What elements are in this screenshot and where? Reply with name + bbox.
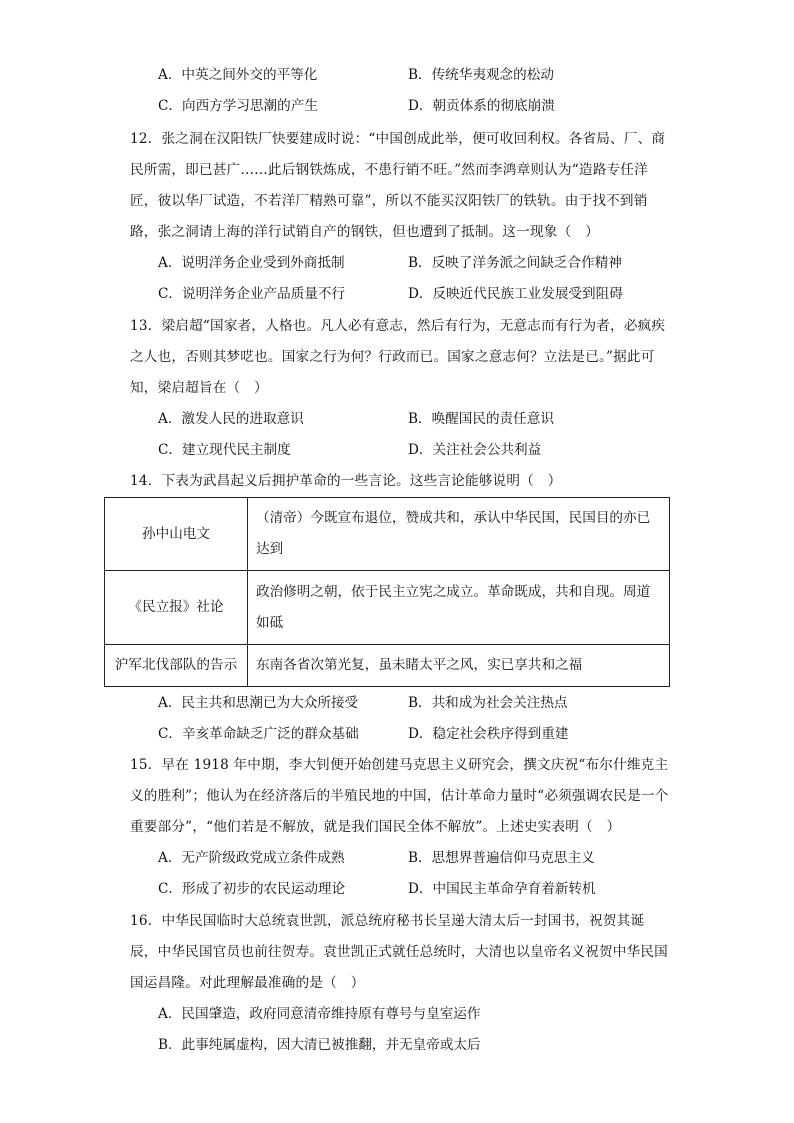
options-row — [130, 435, 670, 466]
option-a: A．无产阶级政党成立条件成熟 — [158, 850, 345, 866]
question-stem: 15．早在 1918 年中期，李大钊便开始创建马克思主义研究会，撰文庆祝“布尔什维克主义的胜利”；他认为在经济落后的半殖民地的中国，估计革命力量时“必须强调农民是一个重要部分”，“他们若是不解放，就是我们国民全体不解放”。上述史实表明（ ） — [130, 757, 669, 835]
options-row — [130, 248, 670, 279]
option-a: A．民主共和思潮已为大众所接受 — [158, 695, 359, 711]
option-b: B．反映了洋务派之间缺乏合作精神 — [408, 255, 622, 271]
question-stem: 12．张之洞在汉阳铁厂快要建成时说：“中国创成此举，便可收回利权。各省局、厂、商民所需，即已甚广……此后钢铁炼成，不患行销不旺。”然而李鸿章则认为“造路专任洋匠，彼以华厂试造，不若洋厂精熟可靠”，所以不能买汉阳铁厂的铁轨。由于找不到销路，张之洞请上海的洋行试销自产的钢铁，但也遭到了抵制。这一现象（ ） — [130, 131, 666, 240]
option-a: A．中英之间外交的平等化 — [158, 67, 318, 83]
option-b: B．思想界普遍信仰马克思主义 — [408, 850, 595, 866]
question-14-options — [130, 688, 670, 750]
option-c: C．向西方学习思潮的产生 — [158, 98, 318, 114]
table-row — [105, 571, 670, 645]
table-cell-source: 沪军北伐部队的告示 — [105, 645, 248, 687]
option-a: A．说明洋务企业受到外商抵制 — [158, 255, 345, 271]
table-cell-source: 孙中山电文 — [105, 498, 248, 571]
question-14 — [130, 466, 670, 497]
table-row — [105, 498, 670, 571]
option-d: D．稳定社会秩序得到重建 — [408, 726, 569, 742]
option-c: C．说明洋务企业产品质量不行 — [158, 286, 346, 302]
option-c: C．建立现代民主制度 — [158, 442, 291, 458]
option-d: D．关注社会公共利益 — [408, 442, 542, 458]
option-d: D．反映近代民族工业发展受到阻碍 — [408, 286, 623, 302]
table-cell-text: 政治修明之朝，依于民主立宪之成立。革命既成，共和自现。周道如砥 — [248, 571, 670, 645]
table-cell-text: （清帝）今既宣布退位，赞成共和，承认中华民国，民国目的亦已达到 — [248, 498, 670, 571]
question-15 — [130, 750, 670, 905]
table-cell-source: 《民立报》社论 — [105, 571, 248, 645]
option-b: B．传统华夷观念的松动 — [408, 67, 554, 83]
question-16 — [130, 906, 670, 1061]
question-12 — [130, 124, 670, 310]
options-row — [130, 279, 670, 310]
option-d: D．朝贡体系的彻底崩溃 — [408, 98, 555, 114]
options-row — [130, 874, 670, 905]
question-stem: 16．中华民国临时大总统袁世凯，派总统府秘书长呈递大清太后一封国书，祝贺其诞辰，中华民国官员也前往贺寿。袁世凯正式就任总统时，大清也以皇帝名义祝贺中华民国国运昌隆。对此理解最准确的是（ ） — [130, 913, 668, 991]
option-c: C．形成了初步的农民运动理论 — [158, 881, 346, 897]
option-a: A．激发人民的进取意识 — [158, 411, 304, 427]
option-d: D．中国民主革命孕育着新转机 — [408, 881, 596, 897]
option-c: C．辛亥革命缺乏广泛的群众基础 — [158, 726, 359, 742]
options-row — [130, 60, 670, 91]
options-row — [130, 91, 670, 122]
table-row — [105, 645, 670, 687]
option-b: B．唤醒国民的责任意识 — [408, 411, 554, 427]
question-13 — [130, 311, 670, 466]
options-row — [130, 719, 670, 750]
table-cell-text: 东南各省次第光复，虽未睹太平之风，实已享共和之福 — [248, 645, 670, 687]
question-stem: 13．梁启超“国家者，人格也。凡人必有意志，然后有行为，无意志而有行为者，必疯疾之人也，否则其梦呓也。国家之行为何？行政而已。国家之意志何？立法是已。”据此可知，梁启超旨在（ ） — [130, 318, 666, 396]
option-b: B．共和成为社会关注热点 — [408, 695, 568, 711]
options-row — [130, 843, 670, 874]
options-row — [130, 688, 670, 719]
options-row — [130, 404, 670, 435]
option-a: A．民国肇造，政府同意清帝维持原有尊号与皇室运作 — [158, 1006, 481, 1022]
option-b: B．此事纯属虚构，因大清已被推翻，并无皇帝或太后 — [158, 1037, 481, 1053]
question-11-options — [130, 60, 670, 122]
question-stem: 14．下表为武昌起义后拥护革命的一些言论。这些言论能够说明（ ） — [130, 473, 562, 489]
source-table — [104, 497, 670, 687]
